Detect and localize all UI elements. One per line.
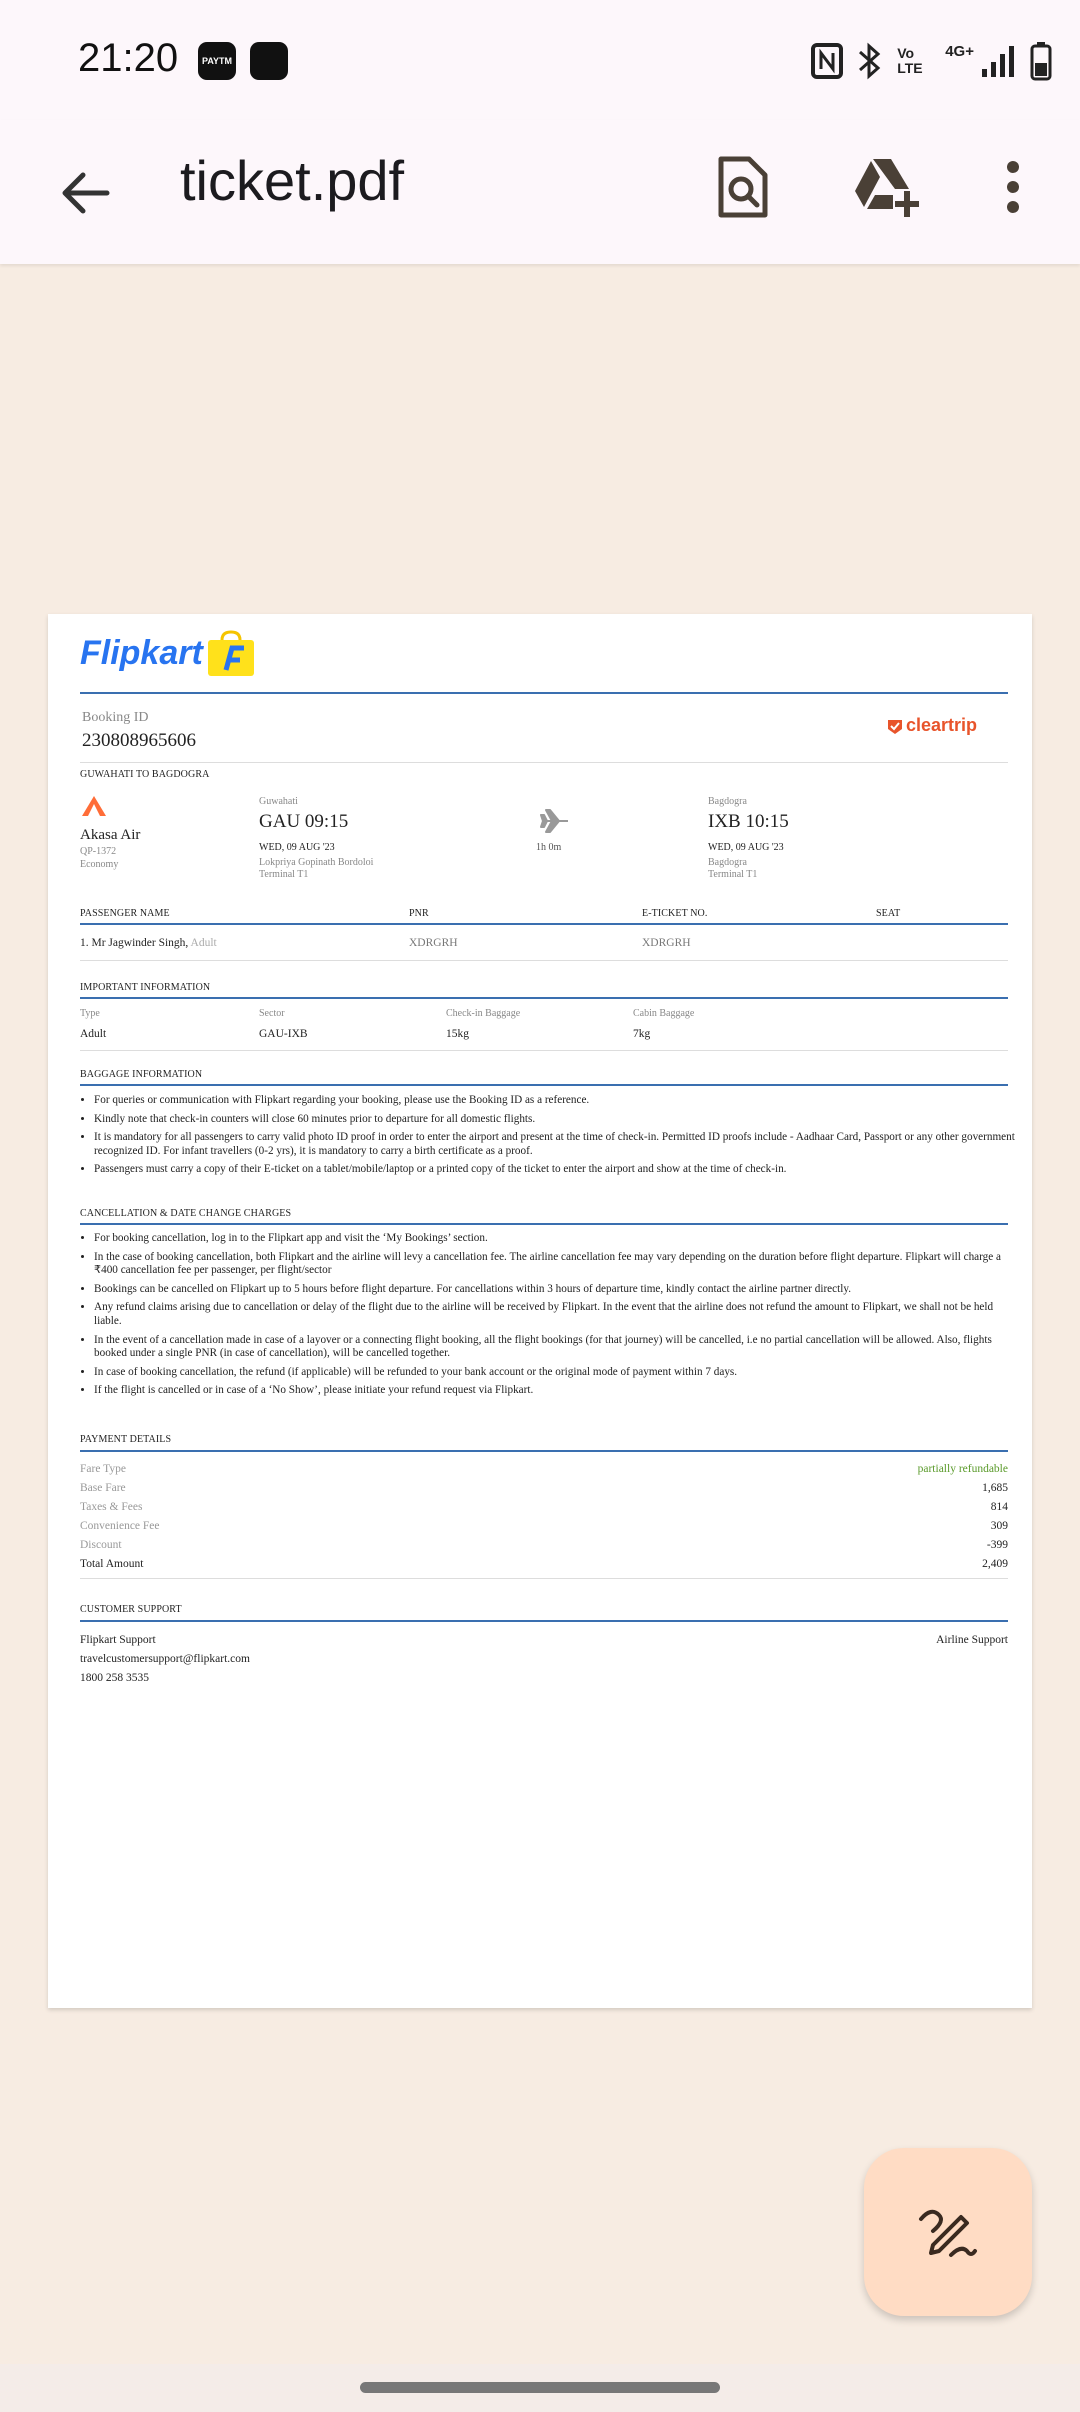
support-email[interactable]: travelcustomersupport@flipkart.com xyxy=(80,1653,250,1665)
find-in-page-icon xyxy=(717,155,769,219)
booking-divider xyxy=(80,762,1008,763)
list-item: • If the flight is cancelled or in case of a ‘No Show’, please initiate your refund request via Flipkart. xyxy=(94,1384,1022,1398)
passenger-row-divider xyxy=(80,960,1008,961)
origin-airport: Lokpriya Gopinath Bordoloi xyxy=(259,857,374,868)
payment-label: Convenience Fee xyxy=(80,1520,160,1532)
nfc-icon xyxy=(811,43,843,79)
support-left-title: Flipkart Support xyxy=(80,1634,156,1646)
important-info-title: IMPORTANT INFORMATION xyxy=(80,982,211,993)
flight-duration: 1h 0m xyxy=(536,842,562,853)
total-value: 2,409 xyxy=(982,1558,1008,1570)
info-value-type: Adult xyxy=(80,1028,107,1040)
list-item: • In the case of booking cancellation, both Flipkart and the airline will levy a cancellation fee. The airline cancellation fee may vary depending on the duration before flight departure. Flipkart will charge a ₹400 cancellation fee per passenger, per flight/sector xyxy=(94,1251,1022,1278)
bluetooth-icon xyxy=(857,42,883,80)
back-arrow-icon xyxy=(59,169,111,217)
support-phone[interactable]: 1800 258 3535 xyxy=(80,1672,149,1684)
cancellation-title: CANCELLATION & DATE CHANGE CHARGES xyxy=(80,1208,292,1219)
support-divider xyxy=(80,1620,1008,1622)
list-item: • Any refund claims arising due to cancellation or delay of the flight due to the airline will be received by Flipkart. In the event that the airline does not refund the amount to Flipkart, we shall not be held liable. xyxy=(94,1301,1022,1328)
payment-value: 309 xyxy=(990,1520,1008,1532)
payment-bottom-divider xyxy=(80,1578,1008,1579)
list-item: • Bookings can be cancelled on Flipkart up to 5 hours before flight departure. For cancellations within 3 hours of departure time, kindly contact the airline partner directly. xyxy=(94,1283,1022,1297)
akasa-logo-icon xyxy=(80,794,108,818)
info-row-divider xyxy=(80,1050,1008,1051)
payment-label: Base Fare xyxy=(80,1482,126,1494)
list-item: • Kindly note that check-in counters will close 60 minutes prior to departure for all domestic flights. xyxy=(94,1113,1022,1127)
payment-title: PAYMENT DETAILS xyxy=(80,1434,172,1445)
fare-type-value: partially refundable xyxy=(917,1463,1008,1475)
passenger-header-name: PASSENGER NAME xyxy=(80,908,170,919)
more-vert-icon xyxy=(1005,159,1021,215)
payment-divider xyxy=(80,1450,1008,1452)
cleartrip-logo: cleartrip xyxy=(906,715,978,735)
payment-value: 814 xyxy=(990,1501,1008,1513)
booking-id-label: Booking ID xyxy=(82,710,149,725)
origin-code-time: GAU 09:15 xyxy=(259,811,349,832)
passenger-divider xyxy=(80,923,1008,925)
total-label: Total Amount xyxy=(80,1558,144,1570)
signal-icon xyxy=(980,43,1016,79)
edit-fab-button[interactable] xyxy=(864,2148,1032,2316)
list-item: • Passengers must carry a copy of their E-ticket on a tablet/mobile/laptop or a printed copy of the ticket to enter the airport and show at the time of check-in. xyxy=(94,1163,1022,1177)
payment-label: Discount xyxy=(80,1539,122,1551)
route-title: GUWAHATI TO BAGDOGRA xyxy=(80,769,210,780)
cancellation-list xyxy=(80,1232,1022,1403)
cleartrip-logo-icon xyxy=(886,718,904,736)
edit-draw-icon xyxy=(917,2201,979,2263)
document-title: ticket.pdf xyxy=(180,149,405,212)
important-info-divider xyxy=(80,997,1008,999)
passenger-type: Adult xyxy=(190,937,217,949)
passenger-header-pnr: PNR xyxy=(409,908,429,919)
app-icon xyxy=(250,42,288,80)
list-item: • For booking cancellation, log in to the Flipkart app and visit the ‘My Bookings’ section. xyxy=(94,1232,1022,1246)
destination-date: WED, 09 AUG '23 xyxy=(708,842,784,853)
airplane-icon xyxy=(540,806,570,836)
destination-terminal: Terminal T1 xyxy=(708,869,758,880)
payment-label: Taxes & Fees xyxy=(80,1501,143,1513)
passenger-name: 1. Mr Jagwinder Singh, xyxy=(80,937,189,949)
baggage-divider xyxy=(80,1084,1008,1086)
paytm-icon: PAYTM xyxy=(198,42,236,80)
network-type-label: 4G+ xyxy=(945,42,974,60)
flipkart-bag-icon xyxy=(206,630,256,678)
flipkart-logo: Flipkart xyxy=(80,634,203,672)
status-icons xyxy=(811,36,1052,86)
payment-value: -399 xyxy=(986,1539,1008,1551)
back-button[interactable] xyxy=(50,162,120,224)
origin-date: WED, 09 AUG '23 xyxy=(259,842,335,853)
destination-code-time: IXB 10:15 xyxy=(708,811,789,832)
battery-icon xyxy=(1030,41,1052,81)
app-bar xyxy=(0,120,1080,264)
payment-label: Fare Type xyxy=(80,1463,126,1475)
origin-city: Guwahati xyxy=(259,796,298,807)
flight-number: QP-1372 xyxy=(80,846,117,857)
passenger-header-seat: SEAT xyxy=(876,908,901,919)
more-options-button[interactable] xyxy=(990,150,1036,224)
pdf-page xyxy=(48,614,1032,2008)
list-item: • For queries or communication with Flipkart regarding your booking, please use the Booking ID as a reference. xyxy=(94,1094,1022,1108)
support-title: CUSTOMER SUPPORT xyxy=(80,1604,182,1615)
status-bar xyxy=(0,0,1080,120)
airline-name: Akasa Air xyxy=(80,827,141,843)
info-value-cabin: 7kg xyxy=(633,1028,651,1040)
add-to-drive-button[interactable] xyxy=(850,150,926,224)
destination-airport: Bagdogra xyxy=(708,857,747,868)
passenger-pnr: XDRGRH xyxy=(409,937,458,949)
header-divider xyxy=(80,692,1008,694)
destination-city: Bagdogra xyxy=(708,796,747,807)
list-item: • It is mandatory for all passengers to carry valid photo ID proof in order to enter the airport and present at the time of check-in. Permitted ID proofs include - Aadhaar Card, Passport or any other government recognized ID. For infant travellers (0-2 yrs), it is mandatory to carry a birth certificate as a proof. xyxy=(94,1131,1022,1158)
info-header-cabin: Cabin Baggage xyxy=(633,1008,695,1019)
passenger-eticket: XDRGRH xyxy=(642,937,691,949)
status-clock: 21:20 xyxy=(78,36,179,80)
baggage-list xyxy=(80,1094,1022,1182)
info-header-sector: Sector xyxy=(259,1008,285,1019)
volte-icon: Vo LTE xyxy=(897,45,923,76)
origin-terminal: Terminal T1 xyxy=(259,869,309,880)
home-gesture-handle[interactable] xyxy=(360,2382,720,2393)
info-value-checkin: 15kg xyxy=(446,1028,469,1040)
find-in-page-button[interactable] xyxy=(712,150,774,224)
cancellation-divider xyxy=(80,1223,1008,1225)
support-right-title: Airline Support xyxy=(936,1634,1008,1646)
booking-id: 230808965606 xyxy=(82,730,196,751)
drive-add-icon xyxy=(853,155,923,219)
payment-value: 1,685 xyxy=(982,1482,1008,1494)
passenger-row xyxy=(80,937,217,949)
list-item: • In the event of a cancellation made in case of a layover or a connecting flight booking, all the flight bookings (for that journey) will be cancelled, i.e no partial cancellation will be allowed. Also, flights booked under a single PNR (in case of cancellation), will be cancelled together. xyxy=(94,1334,1022,1361)
list-item: • In case of booking cancellation, the refund (if applicable) will be refunded to your bank account or the original mode of payment within 7 days. xyxy=(94,1366,1022,1380)
passenger-header-eticket: E-TICKET NO. xyxy=(642,908,708,919)
baggage-info-title: BAGGAGE INFORMATION xyxy=(80,1069,203,1080)
info-header-type: Type xyxy=(80,1008,100,1019)
info-value-sector: GAU-IXB xyxy=(259,1028,308,1040)
info-header-checkin: Check-in Baggage xyxy=(446,1008,521,1019)
cabin-class: Economy xyxy=(80,859,119,870)
navigation-bar xyxy=(0,2364,1080,2412)
